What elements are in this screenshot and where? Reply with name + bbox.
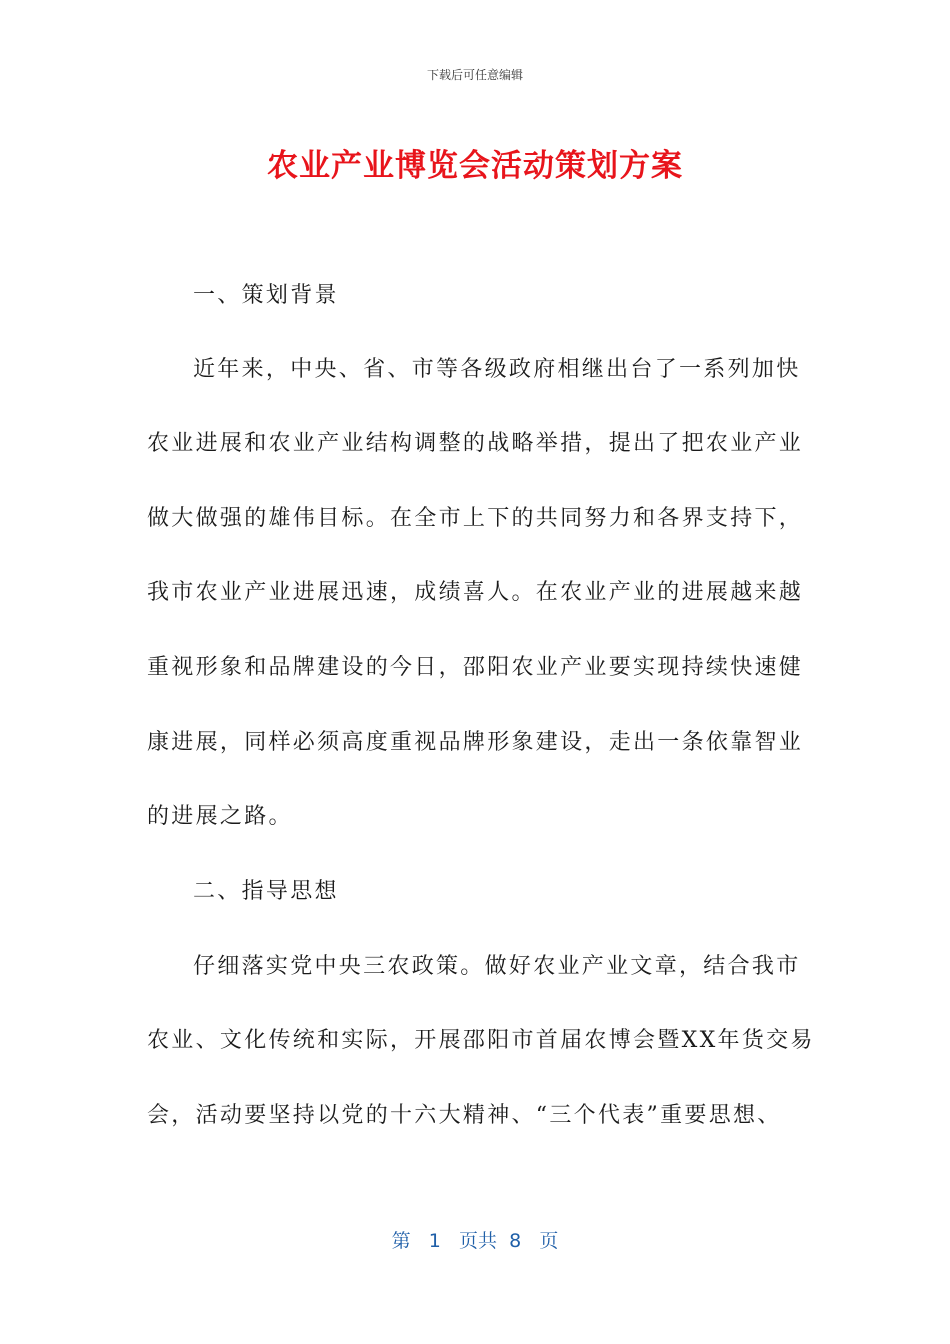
total-pages-number: 8 [509, 1230, 522, 1252]
body-line: 会，活动要坚持以党的十六大精神、“三个代表”重要思想、 [147, 1103, 782, 1128]
section-heading-background: 一、策划背景 [193, 283, 339, 308]
current-page-number: 1 [428, 1230, 441, 1252]
body-line: 仔细落实党中央三农政策。做好农业产业文章，结合我市 [193, 954, 801, 979]
section-heading-guiding-ideology: 二、指导思想 [193, 879, 339, 904]
footer-middle: 页共 [459, 1230, 498, 1252]
body-line: 的进展之路。 [147, 804, 293, 829]
footer-prefix: 第 [391, 1230, 411, 1252]
body-line: 近年来，中央、省、市等各级政府相继出台了一系列加快 [193, 357, 801, 382]
body-line: 农业进展和农业产业结构调整的战略举措，提出了把农业产业 [147, 431, 804, 456]
footer-suffix: 页 [539, 1230, 559, 1252]
body-line: 做大做强的雄伟目标。在全市上下的共同努力和各界支持下， [147, 506, 804, 531]
body-line: 康进展，同样必须高度重视品牌形象建设，走出一条依靠智业 [147, 730, 804, 755]
body-line: 我市农业产业进展迅速，成绩喜人。在农业产业的进展越来越 [147, 580, 804, 605]
body-line: 农业、文化传统和实际，开展邵阳市首届农博会暨XX年货交易 [147, 1028, 815, 1053]
document-title: 农业产业博览会活动策划方案 [267, 148, 683, 184]
body-line: 重视形象和品牌建设的今日，邵阳农业产业要实现持续快速健 [147, 655, 804, 680]
header-note: 下载后可任意编辑 [426, 68, 523, 82]
page-footer [0, 1226, 950, 1253]
